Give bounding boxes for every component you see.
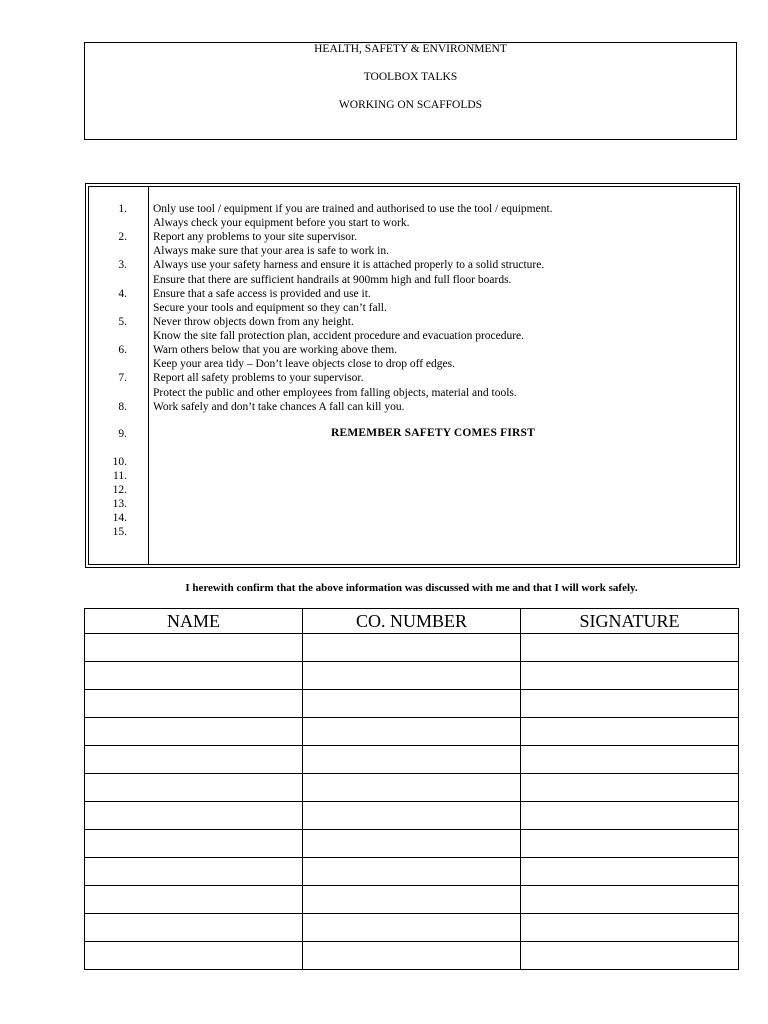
table-row: [85, 774, 739, 802]
safety-line: Ensure that there are sufficient handrails at 900mm high and full floor boards.: [153, 274, 512, 286]
signature-cell[interactable]: [521, 886, 739, 914]
signature-cell[interactable]: [521, 942, 739, 970]
column-header-signature: SIGNATURE: [521, 609, 739, 634]
safety-line: Ensure that a safe access is provided and use it.: [153, 288, 371, 300]
item-number: 5.: [118, 316, 127, 328]
signature-cell[interactable]: [521, 802, 739, 830]
co-number-cell[interactable]: [303, 662, 521, 690]
document-header: [84, 42, 737, 140]
item-number: 7.: [118, 372, 127, 384]
safety-line: Secure your tools and equipment so they can’t fall.: [153, 302, 387, 314]
table-row: [85, 942, 739, 970]
safety-line: Never throw objects down from any height.: [153, 316, 354, 328]
safety-line: Work safely and don’t take chances A fall can kill you.: [153, 401, 405, 413]
signature-table: [84, 608, 739, 970]
name-cell[interactable]: [85, 914, 303, 942]
number-column-divider: [148, 187, 149, 564]
item-number: 13.: [112, 498, 127, 510]
name-cell[interactable]: [85, 802, 303, 830]
item-number: 11.: [113, 470, 127, 482]
name-cell[interactable]: [85, 774, 303, 802]
safety-points-inner: [88, 186, 737, 565]
column-header-co-number: CO. NUMBER: [303, 609, 521, 634]
signature-cell[interactable]: [521, 774, 739, 802]
co-number-cell[interactable]: [303, 830, 521, 858]
co-number-cell[interactable]: [303, 690, 521, 718]
co-number-cell[interactable]: [303, 634, 521, 662]
table-row: [85, 858, 739, 886]
item-number: 3.: [118, 259, 127, 271]
safety-line: Warn others below that you are working above them.: [153, 344, 398, 356]
column-header-name: NAME: [85, 609, 303, 634]
item-number: 12.: [112, 484, 127, 496]
signature-cell[interactable]: [521, 662, 739, 690]
signature-cell[interactable]: [521, 830, 739, 858]
signature-cell[interactable]: [521, 914, 739, 942]
signature-cell[interactable]: [521, 634, 739, 662]
safety-line: Always check your equipment before you start to work.: [153, 217, 410, 229]
co-number-cell[interactable]: [303, 802, 521, 830]
name-cell[interactable]: [85, 746, 303, 774]
name-cell[interactable]: [85, 942, 303, 970]
signature-table-header: [85, 609, 739, 634]
item-number: 14.: [112, 512, 127, 524]
name-cell[interactable]: [85, 662, 303, 690]
co-number-cell[interactable]: [303, 942, 521, 970]
table-row: [85, 690, 739, 718]
name-cell[interactable]: [85, 858, 303, 886]
co-number-cell[interactable]: [303, 746, 521, 774]
safety-line: Report any problems to your site supervisor.: [153, 231, 358, 243]
item-number: 10.: [112, 456, 127, 468]
signature-cell[interactable]: [521, 746, 739, 774]
co-number-cell[interactable]: [303, 914, 521, 942]
co-number-cell[interactable]: [303, 886, 521, 914]
table-row: [85, 830, 739, 858]
table-row: [85, 886, 739, 914]
confirmation-statement: I herewith confirm that the above information was discussed with me and that I will work safely.: [185, 582, 638, 594]
header-topic: WORKING ON SCAFFOLDS: [338, 99, 483, 111]
header-document-type: TOOLBOX TALKS: [363, 71, 458, 83]
safety-line: Keep your area tidy – Don’t leave objects close to drop off edges.: [153, 358, 455, 370]
safety-line: Always use your safety harness and ensure it is attached properly to a solid structure.: [153, 259, 545, 271]
safety-line: Protect the public and other employees from falling objects, material and tools.: [153, 387, 517, 399]
safety-line: Know the site fall protection plan, accident procedure and evacuation procedure.: [153, 330, 525, 342]
item-number: 9.: [118, 428, 127, 440]
item-number: 4.: [118, 288, 127, 300]
safety-line: Report all safety problems to your supervisor.: [153, 372, 364, 384]
co-number-cell[interactable]: [303, 858, 521, 886]
signature-cell[interactable]: [521, 858, 739, 886]
item-number: 2.: [118, 231, 127, 243]
signature-cell[interactable]: [521, 718, 739, 746]
table-row: [85, 718, 739, 746]
item-number: 1.: [118, 203, 127, 215]
table-row: [85, 802, 739, 830]
safety-line: Only use tool / equipment if you are trained and authorised to use the tool / equipment.: [153, 203, 553, 215]
co-number-cell[interactable]: [303, 718, 521, 746]
name-cell[interactable]: [85, 690, 303, 718]
item-number: 6.: [118, 344, 127, 356]
table-row: [85, 914, 739, 942]
name-cell[interactable]: [85, 718, 303, 746]
table-row: [85, 634, 739, 662]
safety-line: Always make sure that your area is safe to work in.: [153, 245, 389, 257]
name-cell[interactable]: [85, 634, 303, 662]
safety-points-box: [85, 183, 740, 568]
signature-cell[interactable]: [521, 690, 739, 718]
item-number: 15.: [112, 526, 127, 538]
co-number-cell[interactable]: [303, 774, 521, 802]
table-row: [85, 746, 739, 774]
name-cell[interactable]: [85, 830, 303, 858]
header-organization: HEALTH, SAFETY & ENVIRONMENT: [314, 43, 507, 55]
safety-reminder: REMEMBER SAFETY COMES FIRST: [331, 427, 536, 439]
name-cell[interactable]: [85, 886, 303, 914]
table-row: [85, 662, 739, 690]
item-number: 8.: [118, 401, 127, 413]
